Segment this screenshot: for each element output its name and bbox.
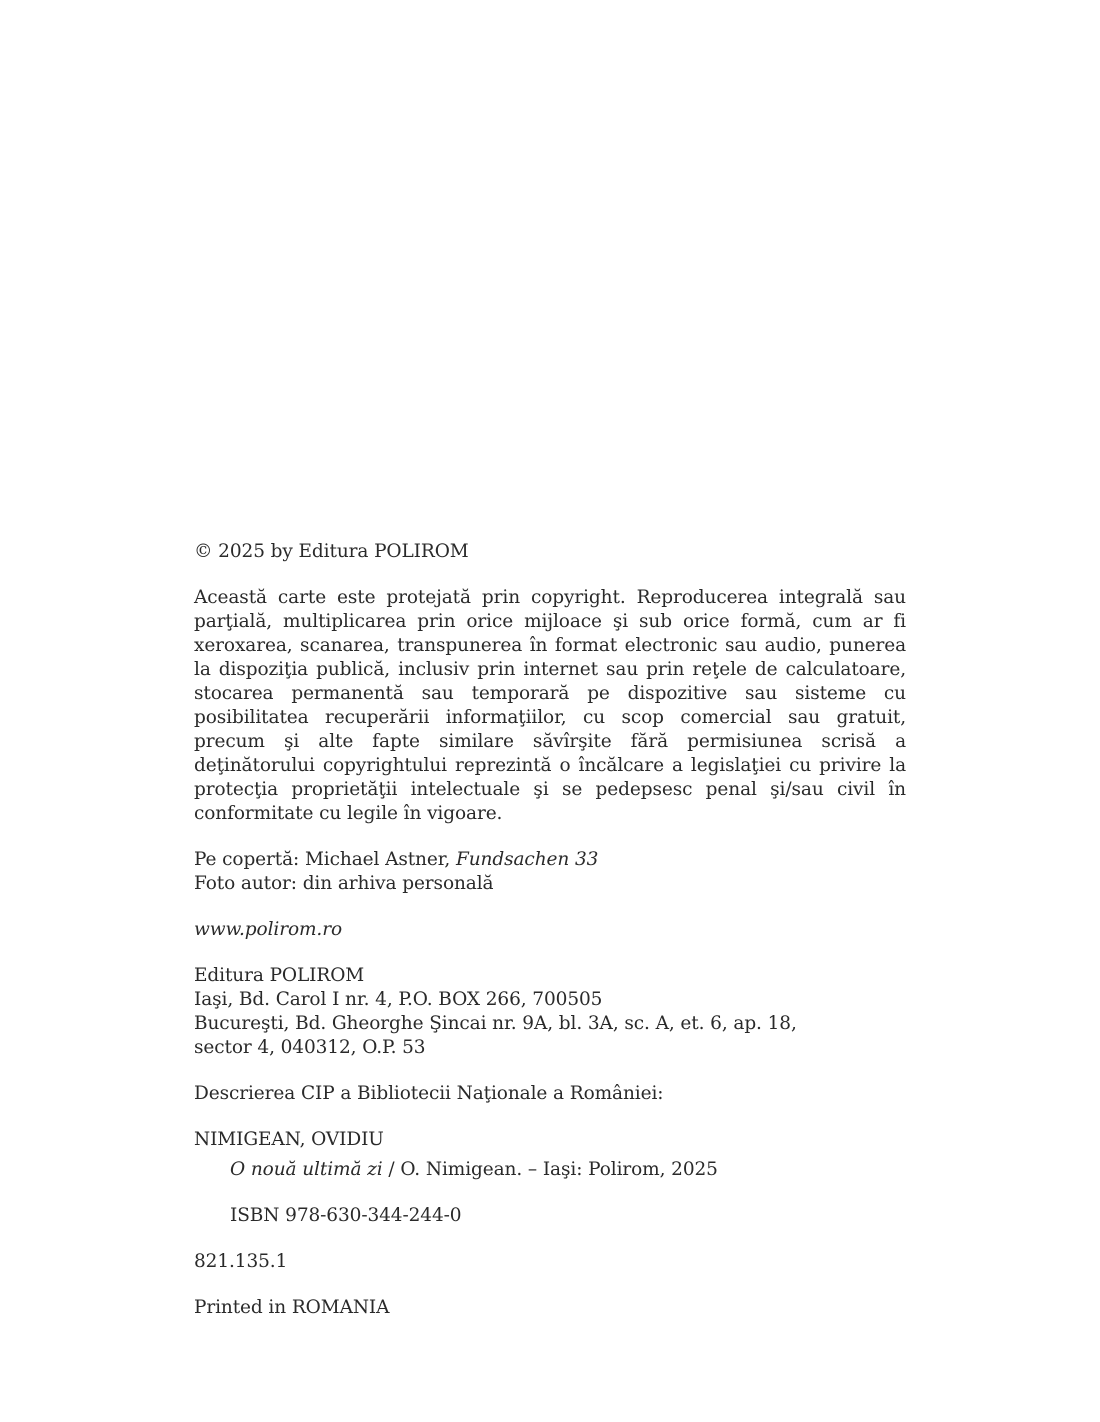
- legal-notice: Această carte este protejată prin copyright. Reproducerea integrală sau parţială, multiplicarea prin orice mijloace şi sub orice formă, cum ar fi xeroxarea, scanarea, transpunerea în format electronic sau audio, punerea la dispoziţia publică, inclusiv prin internet sau prin reţele de calculatoare, stocarea permanentă sau temporară pe dispozitive sau sisteme cu posibilitatea recuperării informaţiilor, cu scop comercial sau gratuit, precum şi alte fapte similare săvîrşite fără permisiunea scrisă a deţinătorului copyrightului reprezintă o încălcare a legislaţiei cu privire la protecţia proprietăţii intelectuale şi se pedepsesc penal şi/sau civil în conformitate cu legile în vigoare.: [194, 587, 906, 824]
- cip-header: Descrierea CIP a Bibliotecii Naţionale a României:: [194, 1083, 664, 1104]
- publisher-website: www.polirom.ro: [194, 919, 342, 940]
- cip-book-title: O nouă ultimă zi: [230, 1159, 383, 1180]
- printed-in: Printed in ROMANIA: [194, 1297, 390, 1318]
- copyright-page: [194, 540, 906, 1320]
- isbn: ISBN 978-630-344-244-0: [230, 1205, 462, 1226]
- publisher-address-bucuresti-cont: sector 4, 040312, O.P. 53: [194, 1037, 426, 1058]
- cip-title-details: / O. Nimigean. – Iaşi: Polirom, 2025: [382, 1159, 718, 1180]
- publisher-address-iasi: Iaşi, Bd. Carol I nr. 4, P.O. BOX 266, 700505: [194, 989, 603, 1010]
- cover-artwork-title: Fundsachen 33: [456, 849, 599, 870]
- cip-author: NIMIGEAN, OVIDIU: [194, 1129, 384, 1150]
- author-photo-credit: Foto autor: din arhiva personală: [194, 873, 494, 894]
- cover-credit-prefix: Pe copertă: Michael Astner,: [194, 849, 456, 870]
- publisher-address-bucuresti: Bucureşti, Bd. Gheorghe Şincai nr. 9A, bl. 3A, sc. A, et. 6, ap. 18,: [194, 1013, 797, 1034]
- cover-artwork-credit: [194, 848, 906, 872]
- publisher-info: [194, 964, 906, 1060]
- publisher-name: Editura POLIROM: [194, 965, 365, 986]
- udc-classification: 821.135.1: [194, 1251, 288, 1272]
- copyright-notice: © 2025 by Editura POLIROM: [194, 541, 469, 562]
- cover-credits: [194, 848, 906, 896]
- cip-title-line: [194, 1158, 906, 1182]
